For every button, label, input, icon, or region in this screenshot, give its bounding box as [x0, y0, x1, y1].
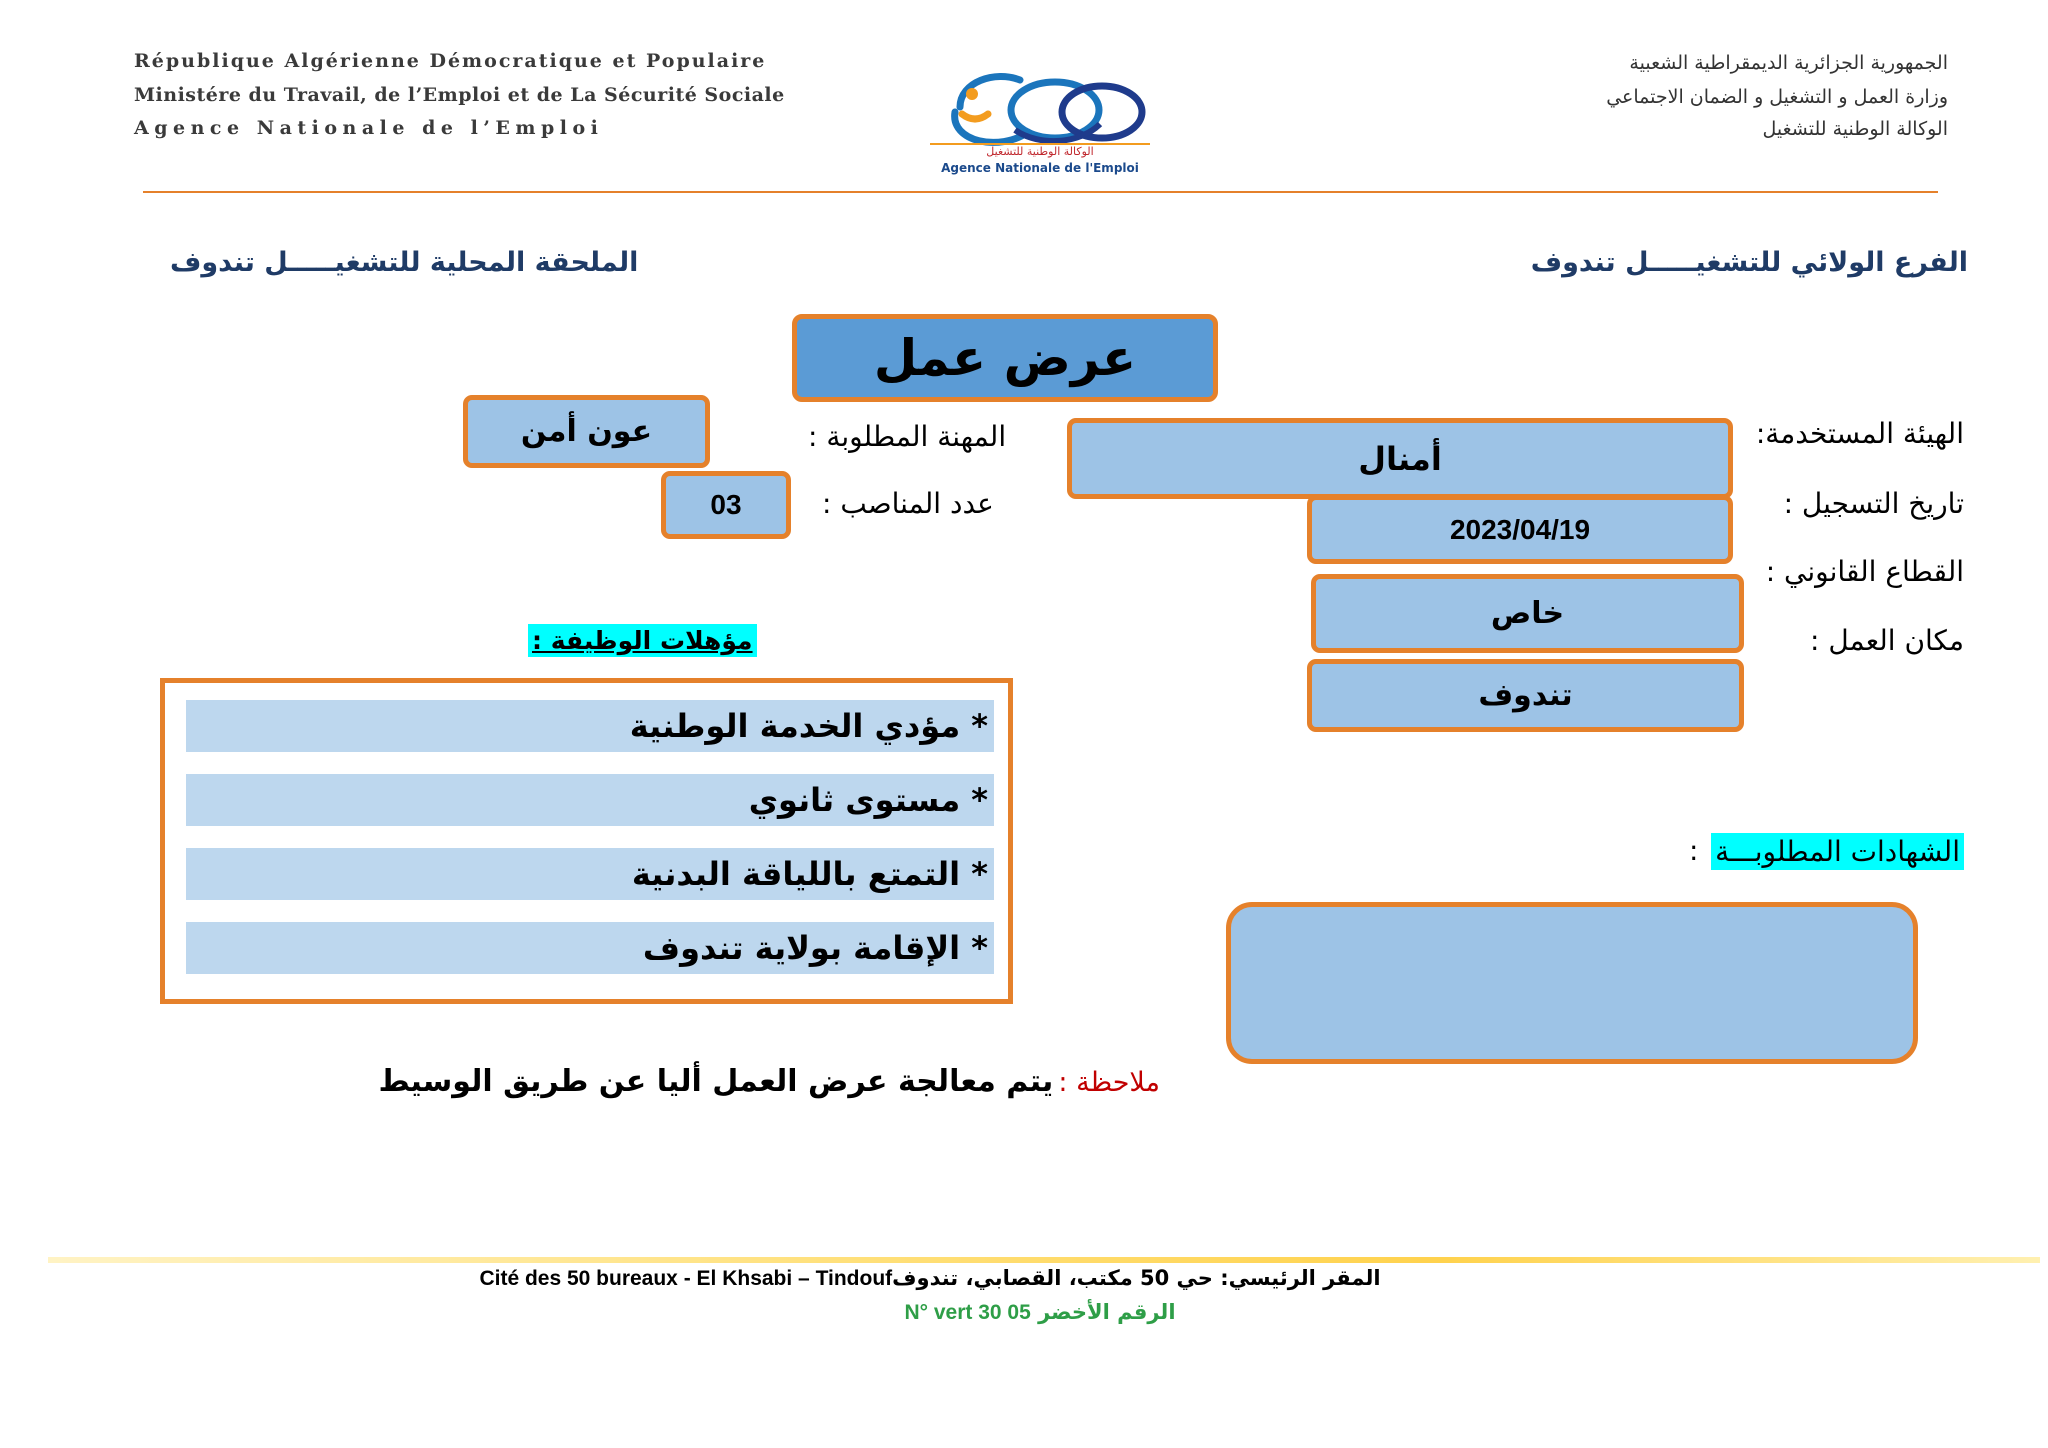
anem-logo-icon	[920, 52, 1160, 177]
logo-caption-ar: الوكالة الوطنية للتشغيل	[986, 145, 1094, 158]
footer-divider	[48, 1257, 2040, 1263]
note	[380, 1064, 1160, 1099]
note-label: ملاحظة :	[1058, 1067, 1160, 1098]
certificates-colon: :	[1689, 834, 1699, 867]
registration-date-label: تاريخ التسجيل :	[1783, 487, 1964, 520]
legal-sector-value: خاص	[1311, 574, 1744, 653]
header-ar-line-2: وزارة العمل و التشغيل و الضمان الاجتماعي	[1606, 86, 1948, 108]
employer-value: أمنال	[1067, 418, 1733, 499]
workplace-label: مكان العمل :	[1810, 624, 1964, 657]
logo-caption-fr: Agence Nationale de l'Emploi	[941, 161, 1139, 175]
page-title: عرض عمل	[792, 314, 1218, 402]
header-fr-line-3: Agence Nationale de l’Emploi	[134, 117, 604, 139]
header-divider	[143, 191, 1938, 193]
footer-green-ar: الرقم الأخضر	[1038, 1300, 1176, 1324]
footer-address	[380, 1266, 1480, 1291]
profession-label: المهنة المطلوبة :	[808, 420, 1007, 453]
footer-address-fr: Cité des 50 bureaux - El Khsabi – Tindouf	[479, 1267, 893, 1290]
workplace-value: تندوف	[1307, 659, 1744, 732]
employer-label: الهيئة المستخدمة:	[1755, 417, 1964, 450]
qualification-item: * الإقامة بولاية تندوف	[186, 922, 994, 974]
footer-green-number	[780, 1300, 1300, 1325]
qualification-item: * مؤدي الخدمة الوطنية	[186, 700, 994, 752]
branch-title-local: الملحقة المحلية للتشغيـــــل تندوف	[170, 247, 639, 278]
profession-value: عون أمن	[463, 395, 710, 468]
qualification-item: * التمتع باللياقة البدنية	[186, 848, 994, 900]
positions-label: عدد المناصب :	[822, 487, 994, 520]
header-ar-line-1: الجمهورية الجزائرية الديمقراطية الشعبية	[1629, 52, 1948, 74]
header-fr-line-1: République Algérienne Démocratique et Populaire	[134, 50, 767, 72]
qualifications-frame	[160, 678, 1013, 1004]
certificates-value	[1226, 902, 1918, 1064]
positions-value: 03	[661, 471, 791, 539]
qualification-item: * مستوى ثانوي	[186, 774, 994, 826]
header-fr-line-2: Ministére du Travail, de l’Emploi et de La Sécurité Sociale	[134, 84, 785, 106]
legal-sector-label: القطاع القانوني :	[1765, 555, 1964, 588]
certificates-label: الشهادات المطلوبـــة	[1711, 833, 1964, 870]
registration-date-value: 2023/04/19	[1307, 495, 1733, 564]
note-text: يتم معالجة عرض العمل أليا عن طريق الوسيط	[378, 1064, 1054, 1099]
header-ar-line-3: الوكالة الوطنية للتشغيل	[1762, 118, 1948, 140]
footer-green-fr: N° vert 30 05	[904, 1301, 1031, 1324]
qualifications-label: مؤهلات الوظيفة :	[528, 624, 757, 657]
branch-title-wilaya: الفرع الولائي للتشغيـــــل تندوف	[1530, 247, 1968, 278]
footer-address-ar: المقر الرئيسي: حي 50 مكتب، القصابي، تندوف	[892, 1266, 1381, 1290]
